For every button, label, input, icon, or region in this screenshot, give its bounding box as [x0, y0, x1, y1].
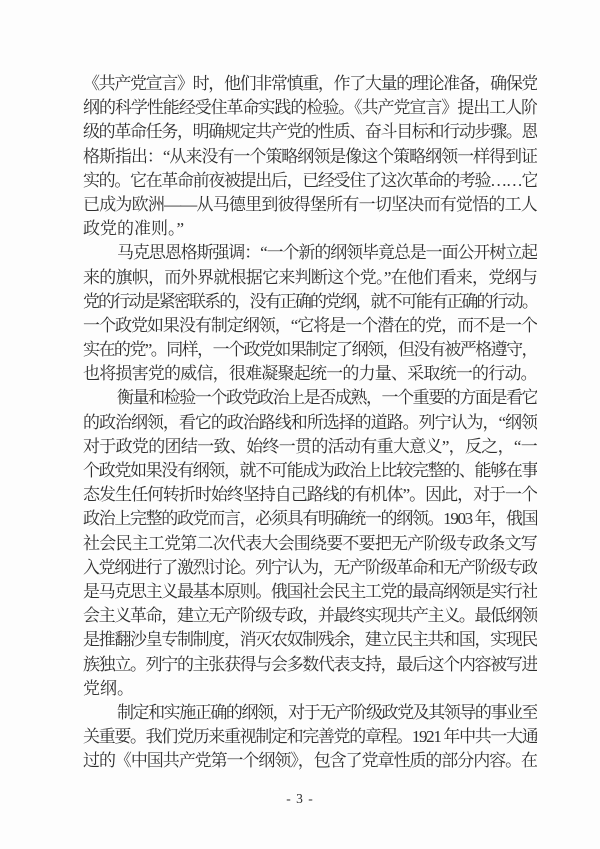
text-line: 的政治纲领，看它的政治路线和所选择的道路。列宁认为，“纲领	[83, 412, 537, 432]
text-line: 制定和实施正确的纲领，对于无产阶级政党及其领导的事业至	[117, 702, 537, 722]
text-line: 政治上完整的政党而言，必须具有明确统一的纲领。1903 年，俄国	[83, 509, 537, 529]
text-line: 党纲。	[83, 678, 134, 698]
text-line: 已成为欧洲——从马德里到彼得堡所有一切坚决而有觉悟的工人	[83, 194, 537, 214]
text-line: 族独立。列宁的主张获得与会多数代表支持，最后这个内容被写进	[83, 654, 537, 674]
text-line: 社会民主工党第二次代表大会围绕要不要把无产阶级专政条文写	[83, 533, 537, 553]
text-line: 是马克思主义最基本原则。俄国社会民主工党的最高纲领是实行社	[83, 581, 537, 601]
paragraph	[83, 386, 537, 700]
text-line: 关重要。我们党历来重视制定和完善党的章程。1921 年中共一大通	[83, 727, 537, 747]
text-line: 党的行动是紧密联系的，没有正确的党纲，就不可能有正确的行动。	[83, 291, 537, 311]
paragraph	[83, 72, 537, 241]
text-line: 衡量和检验一个政党政治上是否成熟，一个重要的方面是看它	[117, 388, 537, 408]
text-line: 马克思恩格斯强调：“一个新的纲领毕竟总是一面公开树立起	[117, 243, 537, 263]
page-number: - 3 -	[286, 791, 314, 806]
text-line: 会主义革命，建立无产阶级专政，并最终实现共产主义。最低纲领	[83, 606, 537, 626]
paragraph	[83, 241, 537, 386]
text-line: 来的旗帜，而外界就根据它来判断这个党。”在他们看来，党纲与	[83, 267, 537, 287]
text-line: 实在的党”。同样，一个政党如果制定了纲领，但没有被严格遵守，	[83, 340, 537, 360]
text-line: 也将损害党的威信，很难凝聚起统一的力量、采取统一的行动。	[83, 364, 537, 384]
text-line: 实的。它在革命前夜被提出后，已经受住了这次革命的考验……它	[83, 170, 537, 190]
body-text	[83, 72, 537, 773]
text-line: 个政党如果没有纲领，就不可能成为政治上比较完整的、能够在事	[83, 461, 537, 480]
text-line: 纲的科学性能经受住革命实践的检验。《共产党宣言》提出工人阶	[83, 98, 537, 118]
text-line: 对于政党的团结一致、始终一贯的活动有重大意义”，反之，“一	[83, 436, 537, 456]
text-line: 过的《中国共产党第一个纲领》，包含了党章性质的部分内容。在	[83, 751, 537, 771]
text-line: 入党纲进行了激烈讨论。列宁认为，无产阶级革命和无产阶级专政	[83, 557, 537, 577]
text-line: 一个政党如果没有制定纲领，“它将是一个潜在的党，而不是一个	[83, 315, 537, 335]
paragraph	[83, 701, 537, 774]
text-line: 级的革命任务，明确规定共产党的性质、奋斗目标和行动步骤。恩	[83, 122, 537, 142]
text-line: 《共产党宣言》时，他们非常慎重，作了大量的理论准备，确保党	[83, 74, 537, 93]
text-line: 政党的准则。”	[83, 219, 185, 239]
text-line: 格斯指出：“从来没有一个策略纲领是像这个策略纲领一样得到证	[83, 146, 537, 166]
text-line: 态发生任何转折时始终坚持自己路线的有机体”。因此，对于一个	[83, 485, 537, 505]
text-line: 是推翻沙皇专制制度，消灭农奴制残余，建立民主共和国，实现民	[83, 630, 537, 650]
